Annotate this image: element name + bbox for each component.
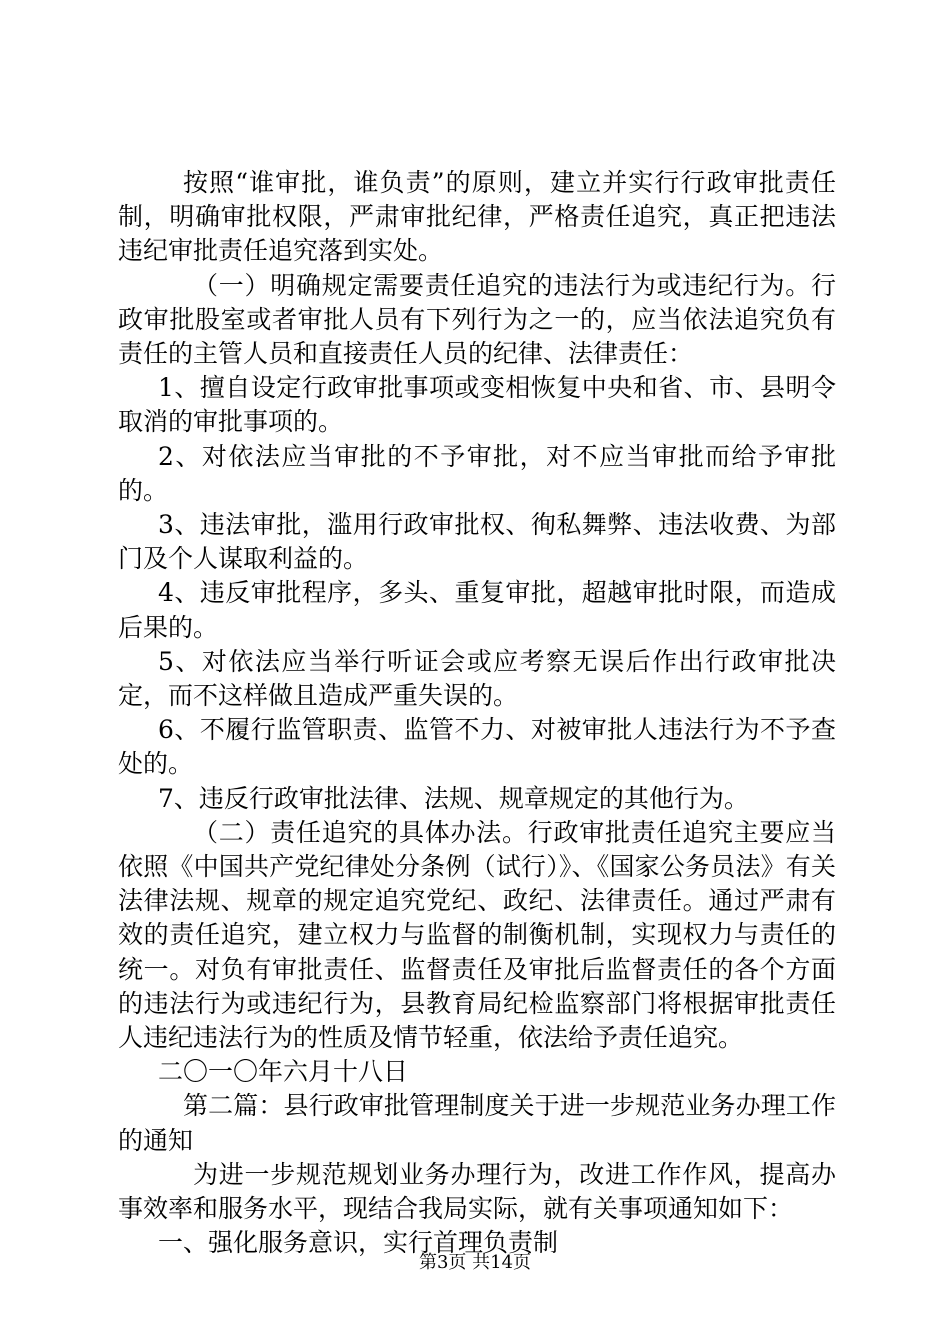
paragraph-notice-item-1: 一、强化服务意识，实行首理负责制 <box>158 1228 559 1258</box>
paragraph-section-one-heading: （一）明确规定需要责任追究的违法行为或违纪行为。行政审批股室或者审批人员有下列行为之一的，应当依法追究负有责任的主管人员和直接责任人员的纪律、法律责任： <box>118 270 836 369</box>
paragraph-section-two: （二）责任追究的具体办法。行政审批责任追究主要应当依照《中国共产党纪律处分条例（试行）》、《国家公务员法》有关法律法规、规章的规定追究党纪、政纪、法律责任。通过严肃有效的责任追究，建立权力与监督的制衡机制，实现权力与责任的统一。对负有审批责任、监督责任及审批后监督责任的各个方面的违法行为或违纪行为，县教育局纪检监察部门将根据审批责任人违纪违法行为的性质及情节轻重，依法给予责任追究。 <box>118 817 836 1053</box>
paragraph-item-2: 2、对依法应当审批的不予审批，对不应当审批而给予审批的。 <box>118 441 836 505</box>
paragraph-item-3: 3、违法审批，滥用行政审批权、徇私舞弊、违法收费、为部门及个人谋取利益的。 <box>118 510 836 574</box>
paragraph-principle: 按照“谁审批，谁负责”的原则，建立并实行行政审批责任制，明确审批权限，严肃审批纪律，严格责任追究，真正把违法违纪审批责任追究落到实处。 <box>118 168 836 266</box>
paragraph-item-6: 6、不履行监管职责、监管不力、对被审批人违法行为不予查处的。 <box>118 715 836 779</box>
paragraph-date: 二〇一〇年六月十八日 <box>158 1057 409 1087</box>
paragraph-second-title: 第二篇：县行政审批管理制度关于进一步规范业务办理工作的通知 <box>118 1091 836 1155</box>
paragraph-item-1: 1、擅自设定行政审批事项或变相恢复中央和省、市、县明令取消的审批事项的。 <box>118 373 836 437</box>
paragraph-item-7: 7、违反行政审批法律、法规、规章规定的其他行为。 <box>158 783 749 813</box>
paragraph-item-5: 5、对依法应当举行听证会或应考察无误后作出行政审批决定，而不这样做且造成严重失误的。 <box>118 646 836 711</box>
page-footer: 第3页 共14页 <box>418 1252 532 1273</box>
paragraph-notice-intro: 为进一步规范规划业务办理行为，改进工作作风，提高办事效率和服务水平，现结合我局实际，就有关事项通知如下： <box>118 1159 836 1224</box>
document-body <box>118 166 836 1261</box>
paragraph-item-4: 4、违反审批程序，多头、重复审批，超越审批时限，而造成后果的。 <box>118 578 836 642</box>
